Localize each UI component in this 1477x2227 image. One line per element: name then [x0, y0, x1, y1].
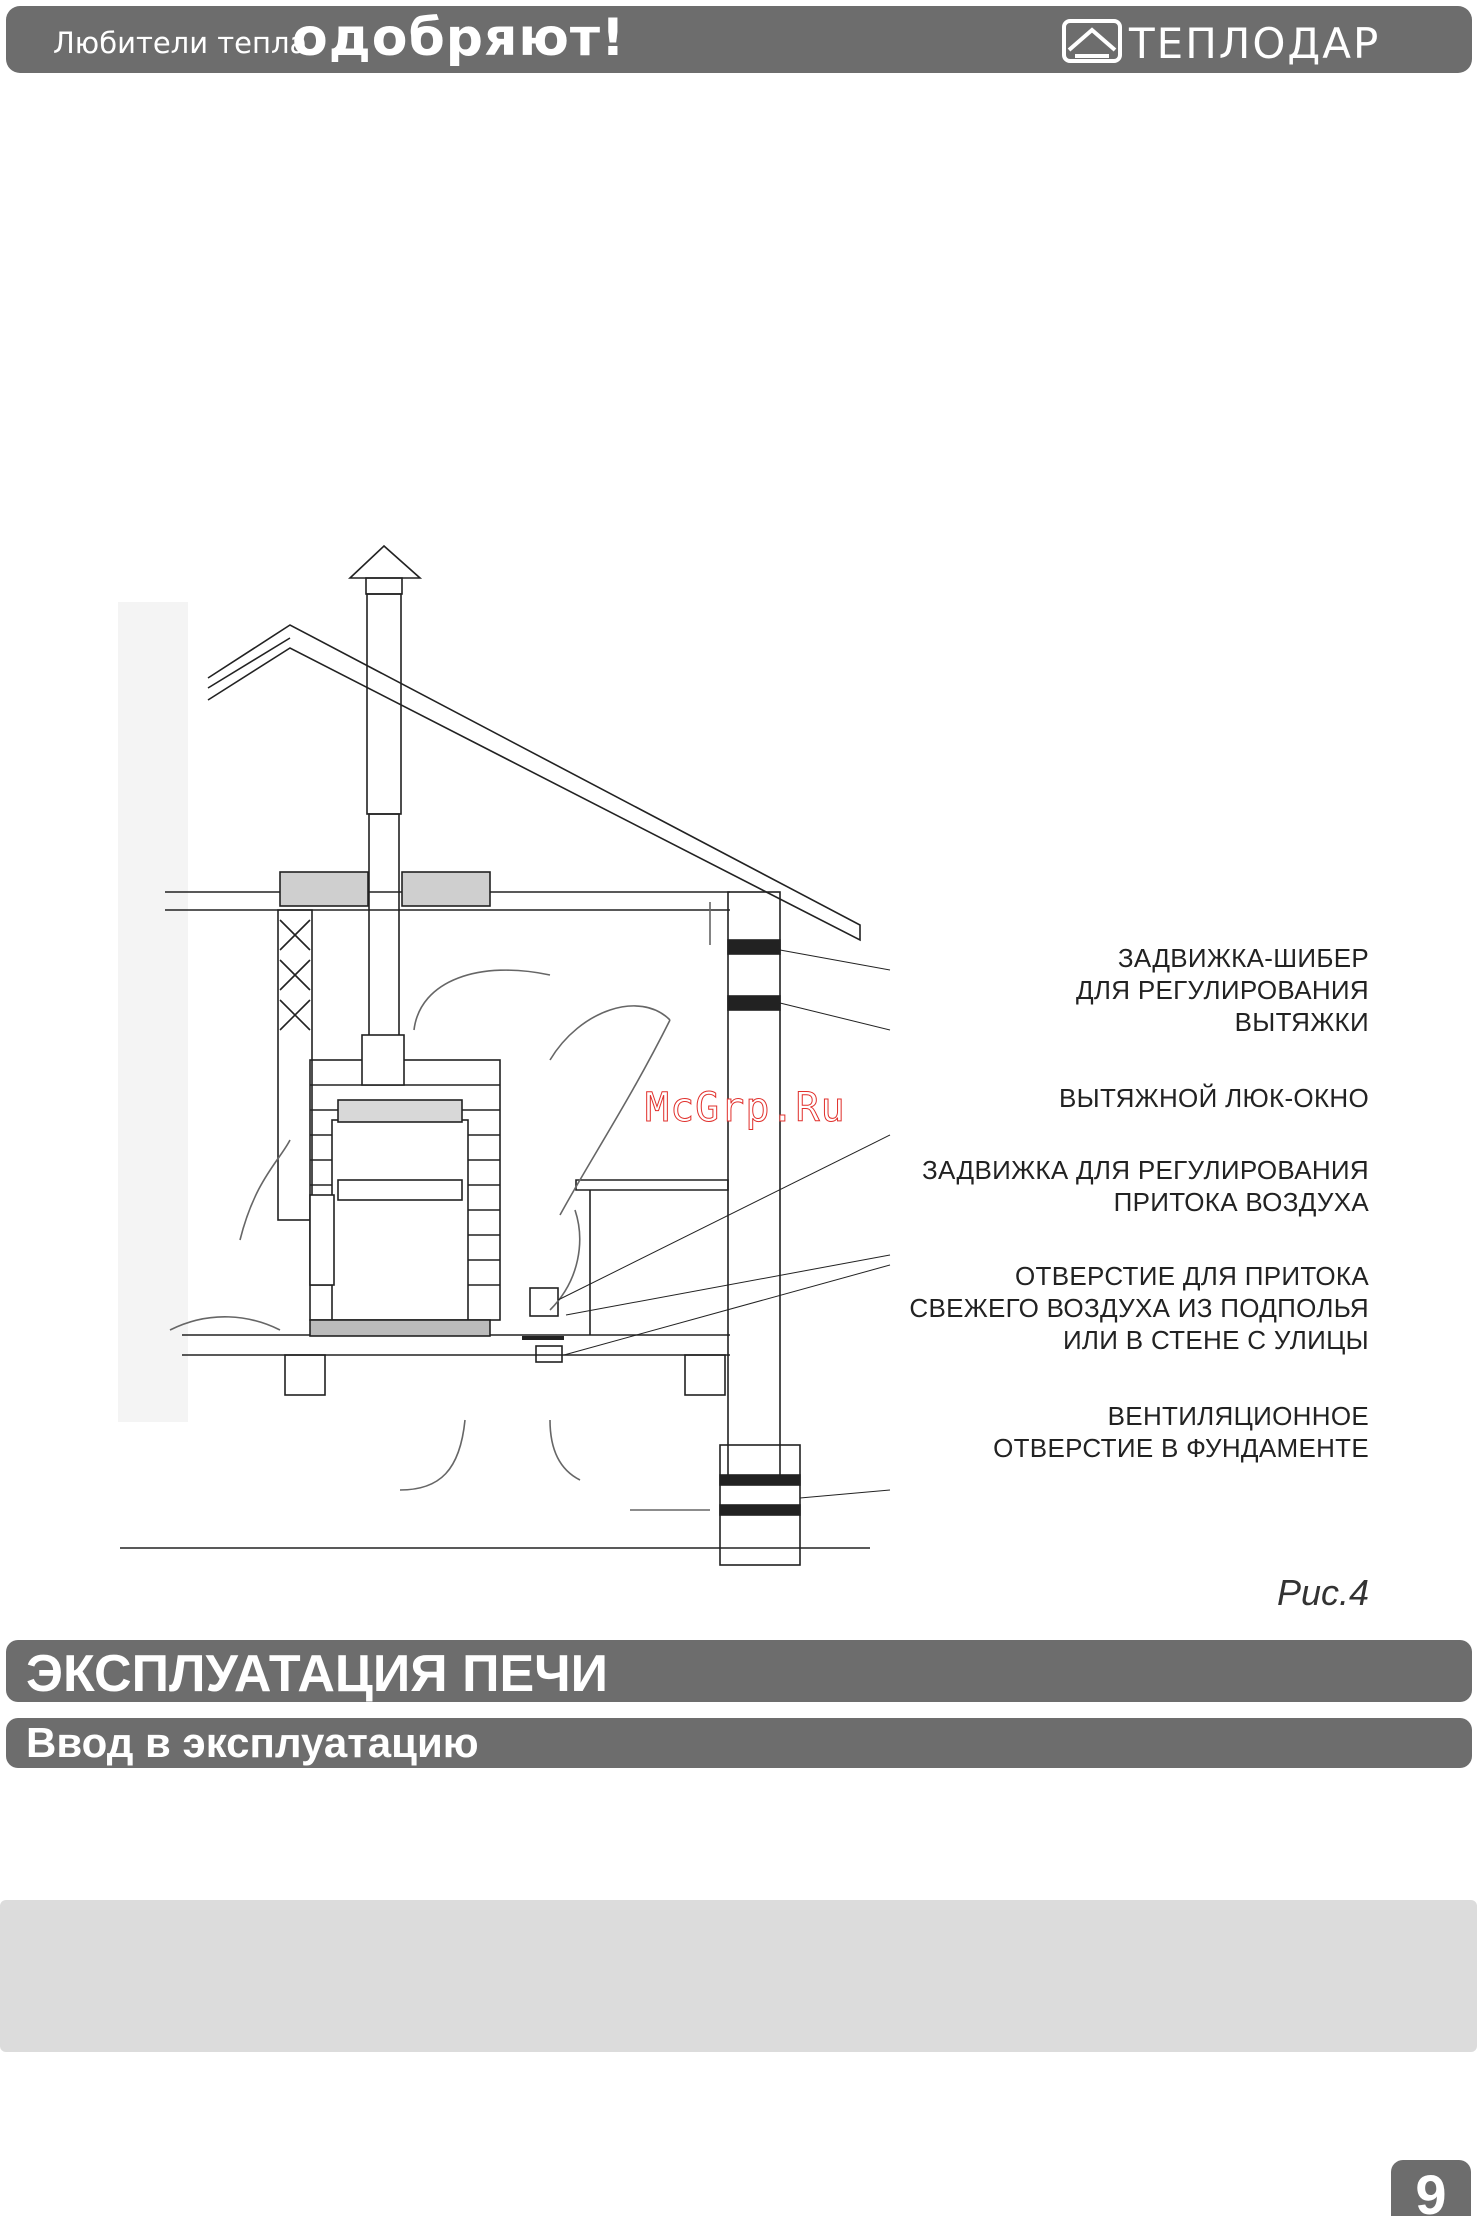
label-text: ОТВЕРСТИЕ ДЛЯ ПРИТОКА СВЕЖЕГО ВОЗДУХА ИЗ ПОДПОЛЬЯ ИЛИ В СТЕНЕ С УЛИЦЫ — [909, 1261, 1369, 1355]
figure-caption: Рис.4 — [1276, 1572, 1369, 1613]
subsection-title: Ввод в эксплуатацию — [26, 1719, 479, 1766]
sauna-ventilation-diagram — [110, 540, 930, 1570]
label-exhaust-hatch — [1059, 1082, 1369, 1114]
label-text: ВЕНТИЛЯЦИОННОЕ ОТВЕРСТИЕ В ФУНДАМЕНТЕ — [993, 1401, 1369, 1463]
page-number-badge — [1391, 2160, 1471, 2226]
slogan-small: Любители тепла — [53, 26, 308, 60]
label-text: ЗАДВИЖКА-ШИБЕР ДЛЯ РЕГУЛИРОВАНИЯ ВЫТЯЖКИ — [1076, 943, 1369, 1037]
label-exhaust-damper — [1076, 942, 1369, 1038]
note-box — [0, 1900, 1477, 2052]
label-fresh-air-opening — [909, 1260, 1369, 1356]
watermark: McGrp.Ru — [645, 1085, 846, 1131]
label-intake-damper — [922, 1154, 1369, 1218]
brand-mark-icon — [1064, 21, 1120, 61]
label-text: ЗАДВИЖКА ДЛЯ РЕГУЛИРОВАНИЯ ПРИТОКА ВОЗДУХА — [922, 1155, 1369, 1217]
brand-name: ТЕПЛОДАР — [1129, 19, 1381, 66]
label-foundation-vent — [993, 1400, 1369, 1464]
header-bar — [6, 6, 1472, 73]
subsection-header-bar — [6, 1718, 1472, 1768]
section-header-bar — [6, 1640, 1472, 1702]
page-number: 9 — [1415, 2163, 1447, 2226]
label-text: ВЫТЯЖНОЙ ЛЮК-ОКНО — [1059, 1083, 1369, 1113]
section-title: ЭКСПЛУАТАЦИЯ ПЕЧИ — [26, 1645, 609, 1703]
brand-logo — [1061, 16, 1446, 66]
slogan-big: одобряют! — [292, 8, 626, 68]
